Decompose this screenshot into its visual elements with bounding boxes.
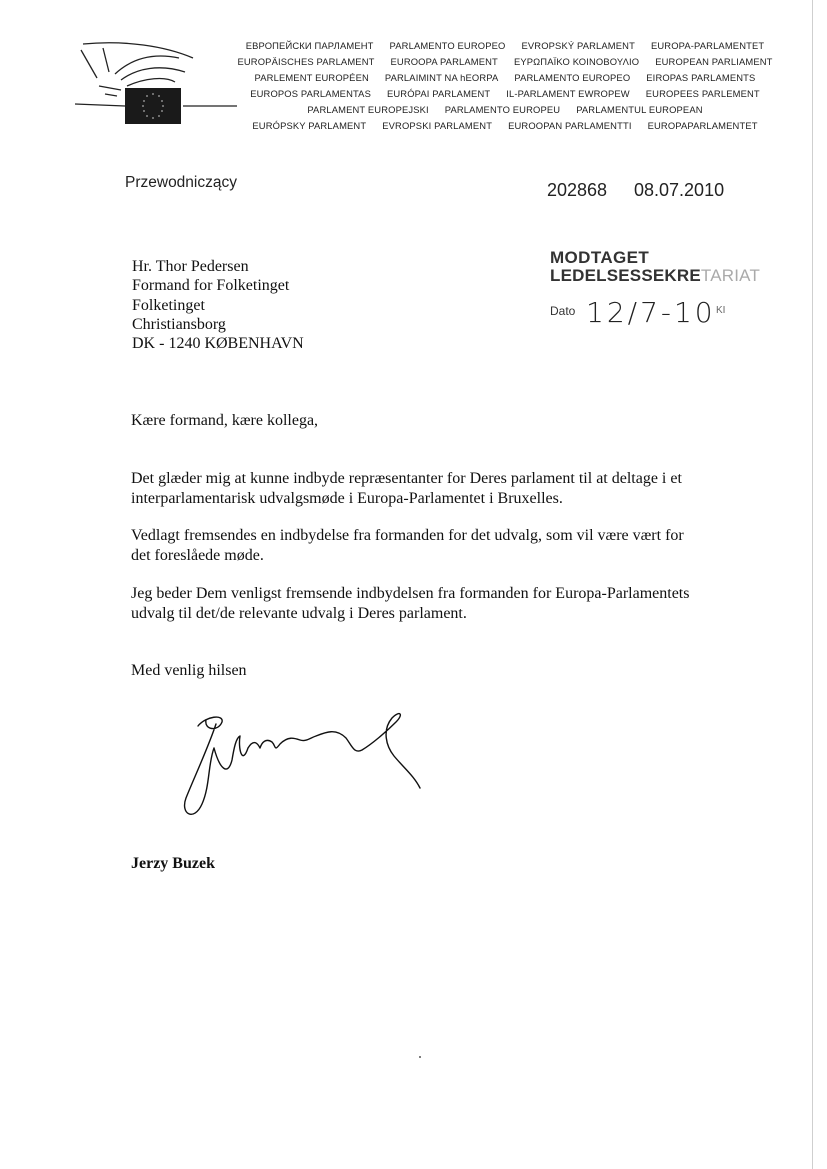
reference-date: 08.07.2010 [634,180,725,200]
parliament-name: PARLAMENTUL EUROPEAN [576,104,703,116]
parliament-name: EUROPEAN PARLIAMENT [655,56,773,68]
parliament-name: PARLAMENT EUROPEJSKI [307,104,429,116]
parliament-name: PARLAIMINT NA hEORPA [384,72,499,84]
parliament-name: IL-PARLAMENT EWROPEW [506,88,630,100]
parliament-name: PARLEMENT EUROPÉEN [254,72,369,84]
letterhead-row [225,86,785,102]
stamp-initials: KI [716,305,726,316]
letterhead-parliament-names [225,38,785,135]
parliament-name: EUROPÄISCHES PARLAMENT [237,56,375,68]
address-line: Hr. Thor Pedersen [132,258,249,275]
parliament-name: EUROOPAN PARLAMENTTI [508,120,632,132]
parliament-name: EUROPA-PARLAMENTET [650,40,765,51]
parliament-name: EURÓPAI PARLAMENT [386,88,491,100]
parliament-name: EUROPOS PARLAMENTAS [250,88,371,100]
sender-role: Przewodniczący [125,174,237,191]
handwritten-signature [176,708,426,828]
letterhead-row [225,54,785,70]
body-paragraph-1 [131,469,731,508]
parliament-name: PARLAMENTO EUROPEU [444,104,561,116]
european-parliament-logo-icon [75,30,240,126]
stamp-date-handwritten: 12/7-10 [586,296,716,329]
scan-speck [419,1056,421,1058]
address-line: Folketinget [132,296,205,314]
body-paragraph-2 [131,526,731,565]
letterhead-row [225,70,785,86]
parliament-name: ΕΥΡΩΠΑΪΚΟ ΚΟΙΝΟΒΟΥΛΙΟ [513,56,640,68]
body-paragraph-3 [131,584,731,623]
parliament-name: EIROPAS PARLAMENTS [646,72,756,84]
stamp-department-visible: LEDELSESSEKRE [550,266,701,285]
parliament-name: ЕВРОПЕЙСКИ ПАРЛАМЕНТ [245,40,374,51]
parliament-name: EVROPSKÝ PARLAMENT [521,40,635,51]
stamp-department-faded: TARIAT [700,266,761,285]
parliament-name: PARLAMENTO EUROPEO [389,40,506,51]
letterhead-row [225,118,785,134]
recipient-address [132,257,304,353]
letterhead-row [225,102,785,118]
address-line: DK - 1240 KØBENHAVN [132,335,304,353]
paragraph-line: det foreslåede møde. [131,546,264,564]
parliament-name: EVROPSKI PARLAMENT [382,120,493,132]
closing: Med venlig hilsen [131,662,247,679]
scan-edge-line [812,0,813,1169]
address-line: Formand for Folketinget [132,277,290,295]
paragraph-line: Det glæder mig at kunne indbyde repræsentanter for Deres parlament til at deltage i et [131,470,682,487]
paragraph-line: interparlamentarisk udvalgsmøde i Europa-Parlamentet i Bruxelles. [131,489,563,507]
signer-name: Jerzy Buzek [131,855,215,872]
parliament-name: PARLAMENTO EUROPEO [514,72,631,84]
paragraph-line: udvalg til det/de relevante udvalg i Deres parlament. [131,604,467,622]
parliament-name: EURÓPSKY PARLAMENT [252,120,367,132]
salutation: Kære formand, kære kollega, [131,412,319,429]
parliament-name: EUROOPA PARLAMENT [390,56,498,68]
paragraph-line: Vedlagt fremsendes en indbydelse fra formanden for det udvalg, som vil være vært for [131,527,684,544]
address-line: Christiansborg [132,315,226,333]
paragraph-line: Jeg beder Dem venligst fremsende indbydelsen fra formanden for Europa-Parlamentets [131,585,690,602]
stamp-date-label: Dato [550,304,576,318]
received-stamp-title: MODTAGET [550,248,650,267]
received-stamp-department [550,266,760,286]
reference-number: 202868 [547,180,608,200]
letterhead-row [225,38,785,54]
parliament-name: EUROPAPARLAMENTET [647,120,758,132]
parliament-name: EUROPEES PARLEMENT [645,88,760,100]
